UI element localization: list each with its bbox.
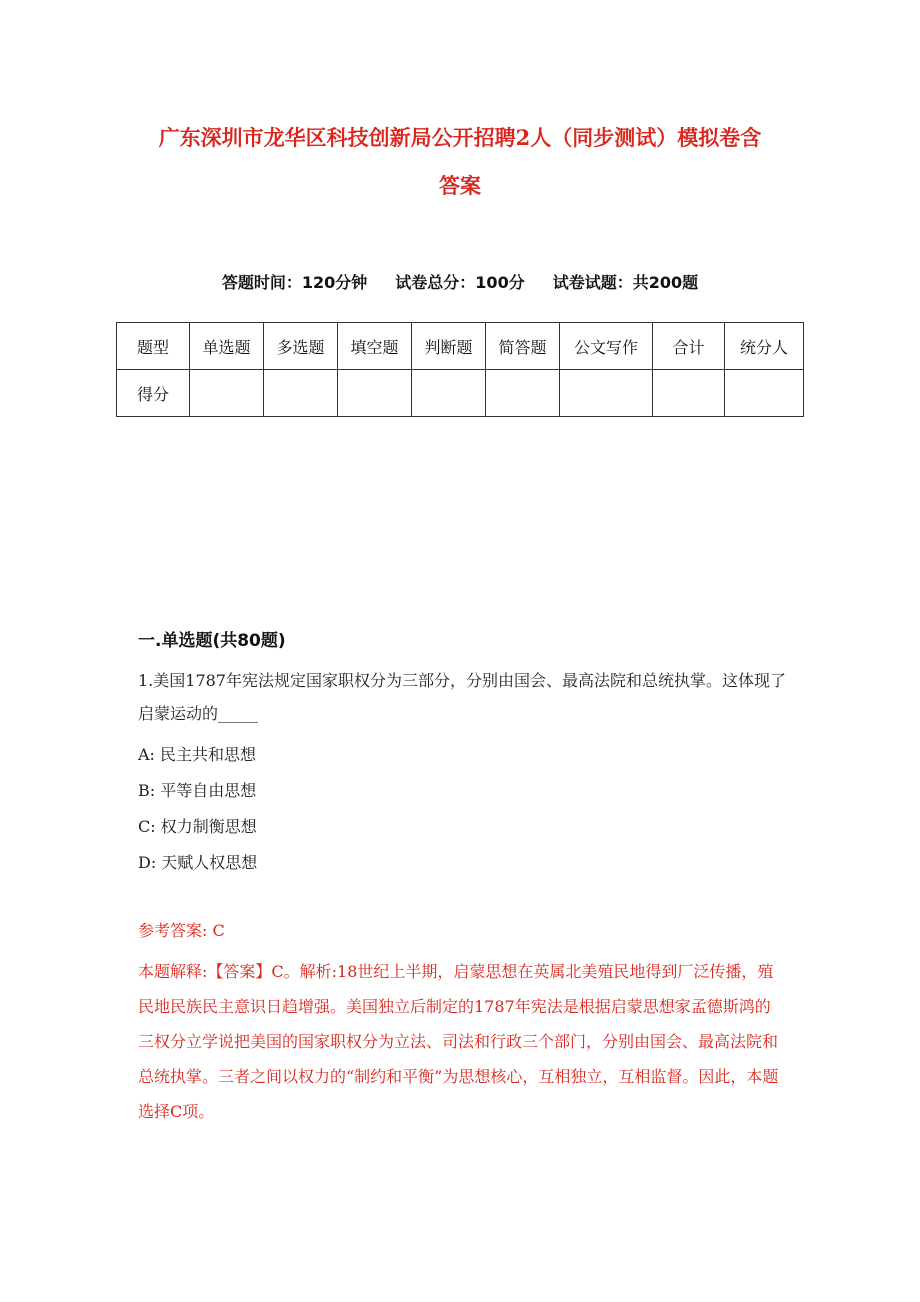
score-cell <box>725 370 804 417</box>
answer-explanation: 本题解释:【答案】C。解析:18世纪上半期，启蒙思想在英属北美殖民地得到厂泛传播，殖民地民族民主意识日趋增强。美国独立后制定的1787年宪法是根据启蒙思想家孟德斯鸿的三权分立学说把美国的国家职权分为立法、司法和行政三个部门，分别由国会、最高法院和总统执掌。三者之间以权力的“制约和平衡”为思想核心，互相独立，互相监督。因此，本题选择C项。 <box>138 962 779 1121</box>
score-header-cell: 简答题 <box>486 323 560 370</box>
score-header-cell: 题型 <box>117 323 190 370</box>
score-cell <box>190 370 264 417</box>
score-table-header-row <box>117 323 804 370</box>
exam-question-count: 试卷试题：共200题 <box>552 273 699 292</box>
score-cell <box>264 370 338 417</box>
score-cell <box>560 370 653 417</box>
document-title-continued: 答案 <box>439 173 481 198</box>
score-table-row <box>117 370 804 417</box>
section-title: 一.单选题(共80题) <box>138 631 286 651</box>
score-cell <box>653 370 725 417</box>
exam-time: 答题时间：120分钟 <box>221 273 368 292</box>
score-header-cell: 填空题 <box>338 323 412 370</box>
option-d: D: 天赋人权思想 <box>138 853 258 872</box>
score-cell <box>486 370 560 417</box>
option-b: B: 平等自由思想 <box>138 781 257 800</box>
score-header-cell: 统分人 <box>725 323 804 370</box>
score-header-cell: 单选题 <box>190 323 264 370</box>
score-row-label: 得分 <box>117 370 190 417</box>
score-table <box>116 322 804 417</box>
reference-answer: 参考答案: C <box>138 921 225 940</box>
score-header-cell: 多选题 <box>264 323 338 370</box>
exam-total-score: 试卷总分：100分 <box>395 273 525 292</box>
option-c: C: 权力制衡思想 <box>138 817 257 836</box>
exam-meta <box>0 270 920 293</box>
score-header-cell: 公文写作 <box>560 323 653 370</box>
document-title: 广东深圳市龙华区科技创新局公开招聘2人（同步测试）模拟卷含 <box>158 125 762 150</box>
score-header-cell: 合计 <box>653 323 725 370</box>
option-a: A: 民主共和思想 <box>138 745 257 764</box>
question-text: 1.美国1787年宪法规定国家职权分为三部分，分别由国会、最高法院和总统执掌。这体现了启蒙运动的_____ <box>138 671 786 723</box>
score-cell <box>338 370 412 417</box>
score-cell <box>412 370 486 417</box>
score-header-cell: 判断题 <box>412 323 486 370</box>
